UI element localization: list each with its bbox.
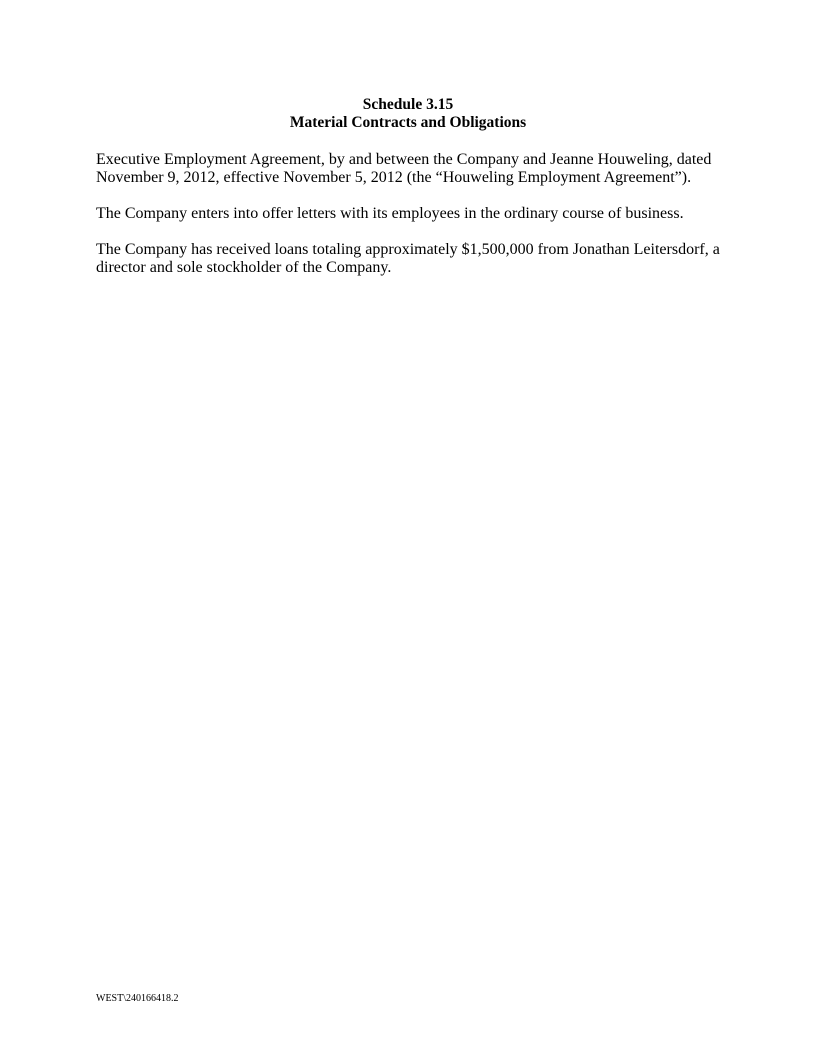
paragraph-employment-agreement: Executive Employment Agreement, by and between the Company and Jeanne Houweling, dated November 9, 2012, effective November 5, 2012 (the “Houweling Employment Agreement”). bbox=[96, 151, 712, 186]
paragraph-loans: The Company has received loans totaling approximately $1,500,000 from Jonathan Leitersdorf, a director and sole stockholder of the Company. bbox=[96, 241, 720, 276]
schedule-heading bbox=[96, 96, 720, 132]
schedule-title: Material Contracts and Obligations bbox=[289, 114, 527, 131]
document-footer-id: WEST\240166418.2 bbox=[96, 993, 179, 1004]
schedule-body bbox=[96, 151, 728, 295]
schedule-number: Schedule 3.15 bbox=[362, 96, 454, 113]
paragraph-offer-letters: The Company enters into offer letters with its employees in the ordinary course of business. bbox=[96, 205, 684, 222]
